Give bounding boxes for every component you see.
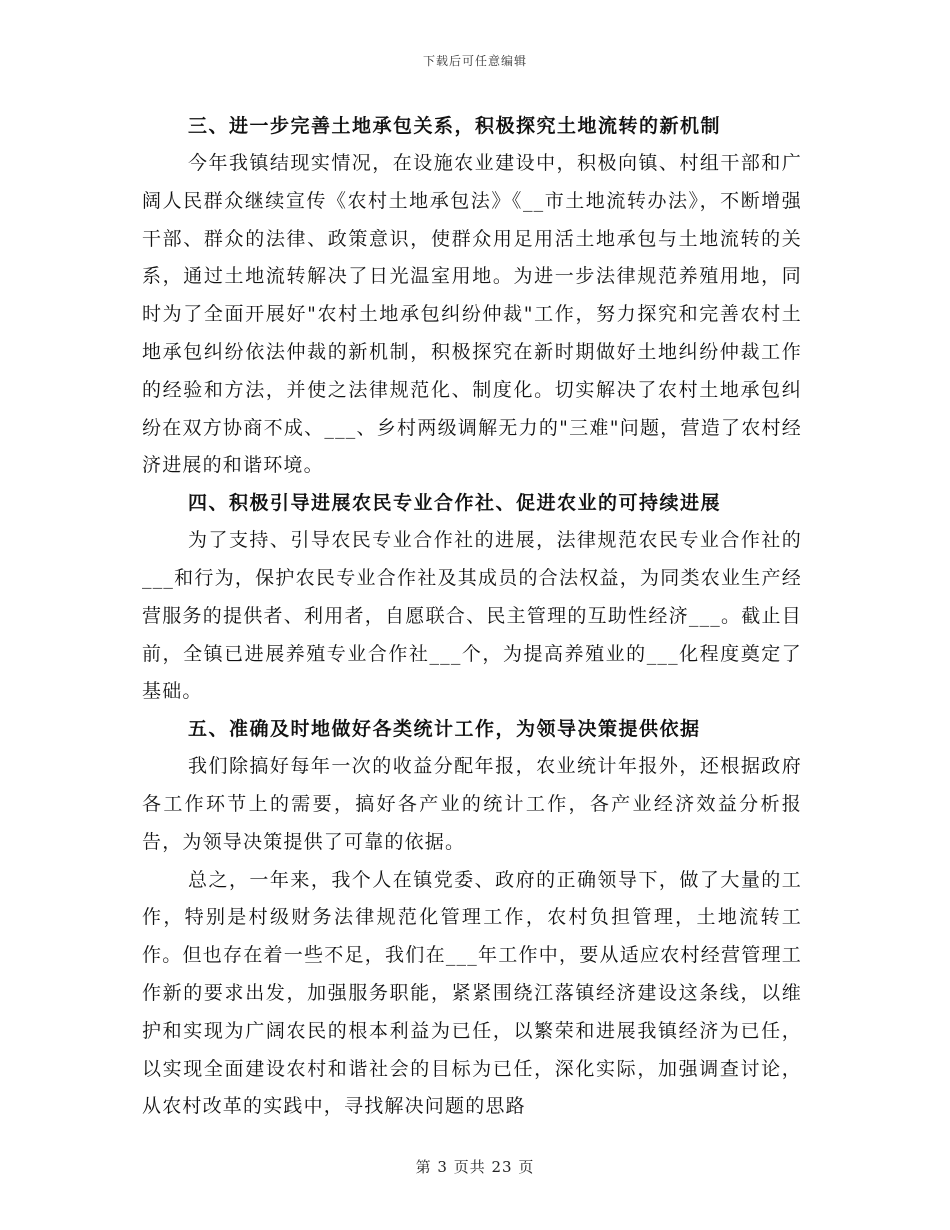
section-heading-4: 四、积极引导进展农民专业合作社、促进农业的可持续进展: [188, 492, 722, 515]
summary-paragraph: 总之，一年来，我个人在镇党委、政府的正确领导下，做了大量的工作，特别是村级财务法律规范化管理工作，农村负担管理，土地流转工作。但也存在着一些不足，我们在___年工作中，要从适应农村经营管理工作新的要求出发，加强服务职能，紧紧围绕江落镇经济建设这条线，以维护和实现为广阔农民的根本利益为已任，以繁荣和进展我镇经济为已任，以实现全面建设农村和谐社会的目标为已任，深化实际，加强调查讨论，从农村改革的实践中，寻找解决问题的思路: [142, 868, 802, 1118]
page-header: 下载后可任意编辑: [422, 54, 527, 68]
section-5-paragraph-1: 我们除搞好每年一次的收益分配年报，农业统计年报外，还根据政府各工作环节上的需要，搞好各产业的统计工作，各产业经济效益分析报告，为领导决策提供了可靠的依据。: [142, 755, 802, 853]
page-footer: 第 3 页共 23 页: [415, 1158, 535, 1176]
section-heading-3: 三、进一步完善土地承包关系，积极探究土地流转的新机制: [188, 115, 722, 137]
document-body: [142, 108, 802, 1126]
section-3-paragraph-1: 今年我镇结现实情况，在设施农业建设中，积极向镇、村组干部和广阔人民群众继续宣传《农村土地承包法》《__市土地流转办法》，不断增强干部、群众的法律、政策意识，使群众用足用活土地承包与土地流转的关系，通过土地流转解决了日光温室用地。为进一步法律规范养殖用地，同时为了全面开展好"农村土地承包纠纷仲裁"工作，努力探究和完善农村土地承包纠纷依法仲裁的新机制，积极探究在新时期做好土地纠纷仲裁工作的经验和方法，并使之法律规范化、制度化。切实解决了农村土地承包纠纷在双方协商不成、___、乡村两级调解无力的"三难"问题，营造了农村经济进展的和谐环境。: [142, 152, 802, 477]
section-4-paragraph-1: 为了支持、引导农民专业合作社的进展，法律规范农民专业合作社的___和行为，保护农民专业合作社及其成员的合法权益，为同类农业生产经营服务的提供者、利用者，自愿联合、民主管理的互助性经济___。截止目前，全镇已进展养殖专业合作社___个，为提高养殖业的___化程度奠定了基础。: [142, 529, 802, 703]
section-heading-5: 五、准确及时地做好各类统计工作，为领导决策提供依据: [188, 718, 701, 741]
